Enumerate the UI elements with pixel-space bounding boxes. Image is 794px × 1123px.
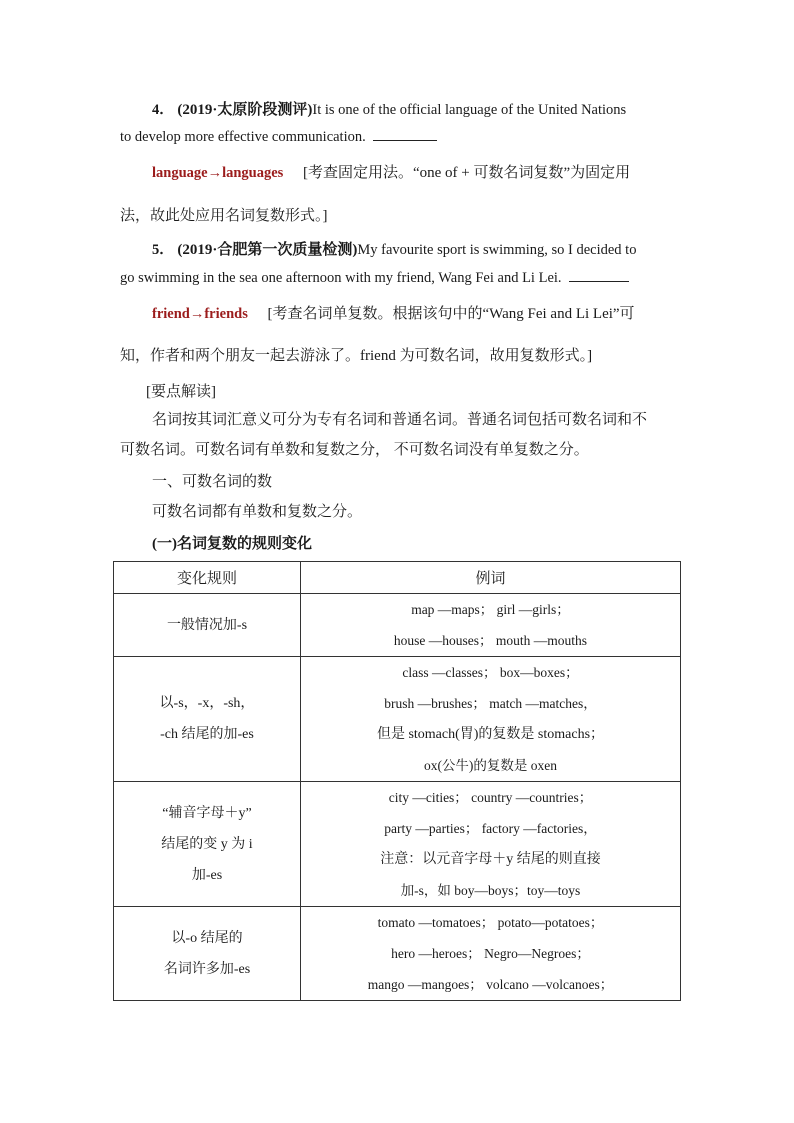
q4-line2 [120,128,437,146]
q5-text-2: go swimming in the sea one afternoon with my friend, Wang Fei and Li Lei. [120,270,562,286]
q5-number: 5． [152,242,174,258]
table-header-row [114,562,681,594]
example-text: brush —brushes； match —matches， [384,696,597,711]
example-text: 注意：以元音字母＋y 结尾的则直接 [380,852,601,867]
q5-line2 [120,269,629,287]
q4-explain-line2 [120,204,328,225]
example-text: mango —mangoes； volcano —volcanoes； [367,977,614,992]
rule-text: “辅音字母＋y” [162,805,252,821]
notes-heading: [要点解读] [146,384,216,400]
q4-answer: language→languages [152,165,284,181]
rule-cell [114,782,301,907]
subsection-heading-plural-rules: (一)名词复数的规则变化 [152,536,312,552]
table-row [114,907,681,1001]
q4-text-2: to develop more effective communication. [120,129,366,145]
q5-source: (2019·合肥第一次质量检测) [177,242,358,258]
section-heading-countable: 一、可数名词的数 [152,474,273,490]
notes-para-1: 名词按其词汇意义可分为专有名词和普通名词。普通名词包括可数名词和不 [152,412,648,428]
q5-explain-1: [考查名词单复数。根据该句中的“Wang Fei and Li Lei”可 [267,306,635,322]
examples-cell [301,594,681,657]
examples-cell [301,657,681,782]
example-text: house —houses； mouth —mouths [393,633,588,648]
rule-text: 以-o 结尾的 [171,930,243,946]
example-text: tomato —tomatoes； potato—potatoes； [377,915,604,930]
q4-explain-1: [考查固定用法。“one of + 可数名词复数”为固定用 [302,165,631,181]
table-row [114,594,681,657]
q4-line1 [152,98,672,119]
q5-explain-2: 知，作者和两个朋友一起去游泳了。friend 为可数名词，故用复数形式。] [120,348,593,364]
rule-cell [114,594,301,657]
rule-text: 加-es [191,867,223,883]
table-header-examples: 例词 [301,562,681,594]
example-text: class —classes； box—boxes； [402,665,579,680]
example-text: city —cities； country —countries； [388,790,593,805]
q5-line1 [152,238,636,259]
q5-explain-line2 [120,344,592,365]
example-text: party —parties； factory —factories， [384,821,597,836]
q4-answer-blank [373,128,437,141]
table-header-rule: 变化规则 [114,562,301,594]
example-text: map —maps； girl —girls； [411,602,570,617]
q5-answer: friend→friends [152,306,248,322]
rule-text: 名词许多加-es [163,961,251,977]
examples-cell [301,907,681,1001]
notes-para-2: 可数名词。可数名词有单数和复数之分， 不可数名词没有单复数之分。 [120,442,589,458]
q5-answer-line [152,302,635,323]
q4-answer-line [152,161,630,182]
example-text: 但是 stomach(胃)的复数是 stomachs； [376,727,605,742]
examples-cell [301,782,681,907]
rule-text: 一般情况加-s [166,617,248,633]
plural-rules-table [113,561,681,1001]
q4-number: 4． [152,102,174,118]
q4-text-1: It is one of the official language of the United Nations [312,102,627,118]
rule-text: 以-s，-x，-sh， [159,696,255,711]
example-text: ox(公牛)的复数是 oxen [423,758,558,773]
rule-cell [114,657,301,782]
rule-text: -ch 结尾的加-es [160,727,254,742]
rule-cell [114,907,301,1001]
example-text: hero —heroes； Negro—Negroes； [391,946,590,961]
q5-answer-blank [569,269,629,282]
example-text: 加-s，如 boy—boys；toy—toys [400,883,581,898]
q4-explain-2: 法，故此处应用名词复数形式。] [120,208,328,224]
table-row [114,657,681,782]
q4-source: (2019·太原阶段测评) [177,102,313,118]
rule-text: 结尾的变 y 为 i [161,836,253,852]
table-row [114,782,681,907]
q5-text-1: My favourite sport is swimming, so I decided to [357,242,637,258]
section-text-countable: 可数名词都有单数和复数之分。 [152,504,363,520]
